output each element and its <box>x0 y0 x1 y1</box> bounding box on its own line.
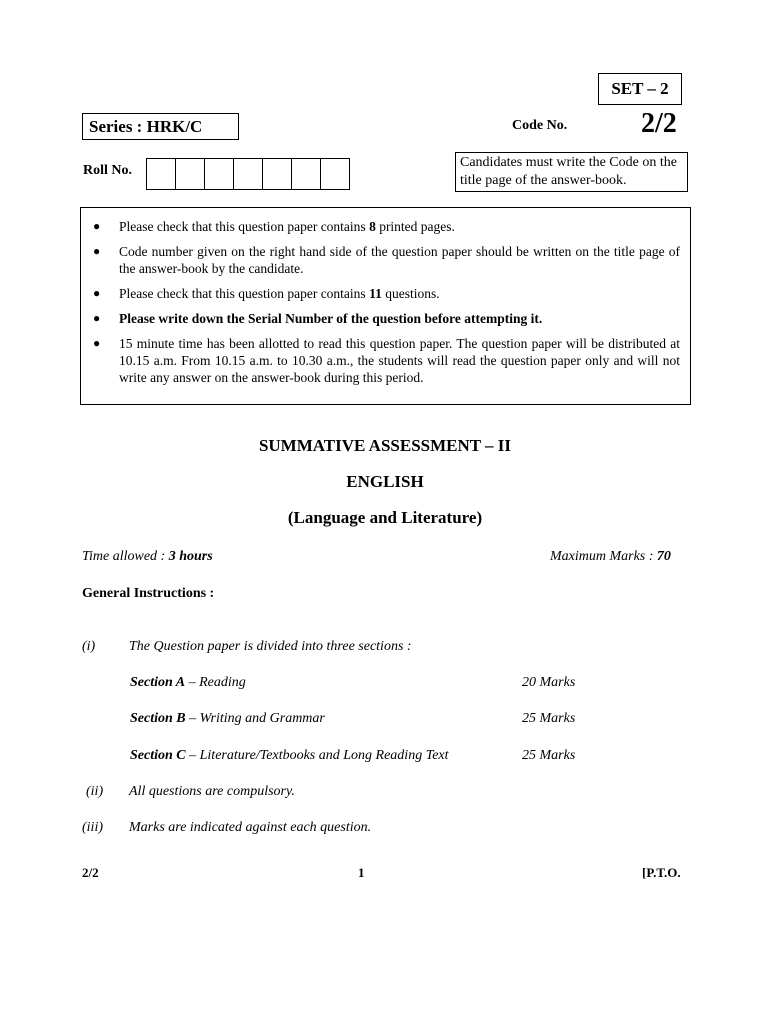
roll-cell[interactable] <box>320 158 350 190</box>
roll-cell[interactable] <box>146 158 176 190</box>
bullet-icon: ● <box>93 244 101 258</box>
roll-cell[interactable] <box>204 158 234 190</box>
subject-subtitle: (Language and Literature) <box>287 508 483 527</box>
section-c-marks: 25 Marks <box>522 748 576 763</box>
notice-item: ● Code number given on the right hand side of the question paper should be written on the title page of the answer-book by the candidate. <box>93 244 680 276</box>
subject-title: ENGLISH <box>346 472 424 491</box>
bullet-icon: ● <box>93 336 101 350</box>
assessment-title: SUMMATIVE ASSESSMENT – II <box>258 436 512 455</box>
series-label: Series : HRK/C <box>82 113 239 140</box>
candidate-note: Candidates must write the Code on the title page of the answer-book. <box>455 152 688 192</box>
roll-label: Roll No. <box>83 163 132 178</box>
roll-cell[interactable] <box>262 158 292 190</box>
notice-box <box>80 207 691 405</box>
page-number: 1 <box>358 865 365 880</box>
notice-item: ● Please write down the Serial Number of the question before attempting it. <box>93 311 543 326</box>
time-allowed: Time allowed : 3 hours <box>82 549 213 564</box>
roll-cell[interactable] <box>291 158 321 190</box>
instruction-text: Marks are indicated against each question. <box>129 820 372 835</box>
section-b-marks: 25 Marks <box>522 711 576 726</box>
instruction-number: (iii) <box>82 820 103 835</box>
code-label: Code No. <box>512 118 568 133</box>
bullet-icon: ● <box>93 219 101 233</box>
roll-cell[interactable] <box>233 158 263 190</box>
instruction-text: All questions are compulsory. <box>129 784 295 799</box>
set-label: SET – 2 <box>598 73 682 105</box>
roll-cell[interactable] <box>175 158 205 190</box>
section-a-marks: 20 Marks <box>522 675 576 690</box>
section-a-row: Section A – Reading <box>130 675 246 690</box>
notice-item: ● 15 minute time has been allotted to read this question paper. The question paper will be distributed at 10.15 a.m. From 10.15 a.m. to 10.30 a.m., the students will read the question paper only and will not write any answer on the answer-book during this period. <box>93 336 680 385</box>
footer-code: 2/2 <box>82 865 99 880</box>
maximum-marks: Maximum Marks : 70 <box>550 549 671 564</box>
bullet-icon: ● <box>93 311 101 325</box>
section-c-row: Section C – Literature/Textbooks and Long Reading Text <box>130 748 449 763</box>
section-b-row: Section B – Writing and Grammar <box>130 711 325 726</box>
instruction-number: (i) <box>82 639 96 654</box>
instruction-number: (ii) <box>86 784 104 799</box>
notice-item: ● Please check that this question paper contains 11 questions. <box>93 286 440 301</box>
roll-number-boxes <box>146 158 350 190</box>
instructions-heading: General Instructions : <box>82 586 215 601</box>
notice-item: ● Please check that this question paper contains 8 printed pages. <box>93 219 455 234</box>
instruction-text: The Question paper is divided into three sections : <box>129 639 412 654</box>
code-value: 2/2 <box>641 108 677 139</box>
pto-label: [P.T.O. <box>642 865 681 880</box>
bullet-icon: ● <box>93 286 101 300</box>
